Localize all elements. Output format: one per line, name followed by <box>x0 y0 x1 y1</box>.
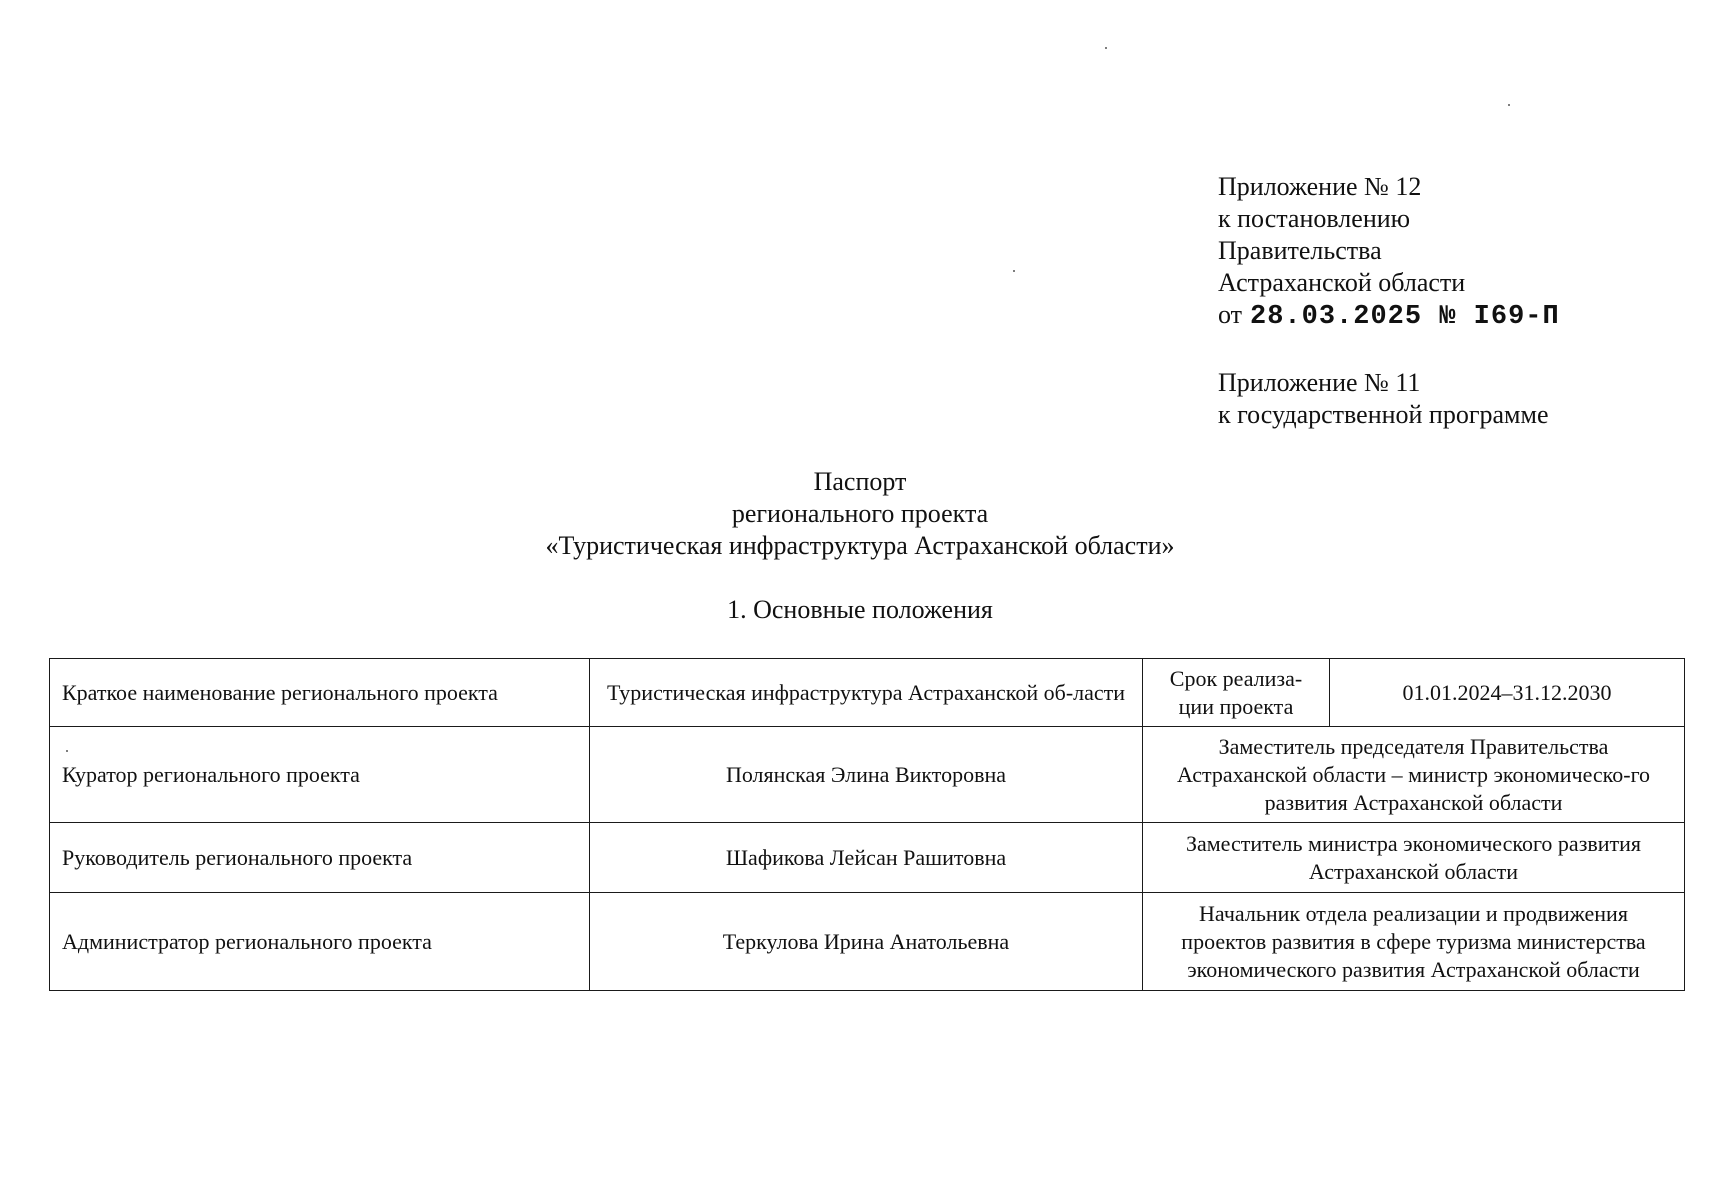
appendix-11-line: к государственной программе <box>1218 400 1549 429</box>
scan-speck <box>1013 270 1015 272</box>
title-line: регионального проекта <box>731 499 989 528</box>
short-name-label: Краткое наименование регионального проекта <box>50 659 590 727</box>
appendix-12-block <box>1218 171 1560 333</box>
admin-position: Начальник отдела реализации и продвижения проектов развития в сфере туризма министерства экономического развития Астраханской области <box>1143 893 1685 991</box>
title-line: Паспорт <box>813 467 907 496</box>
table-row <box>50 659 1685 727</box>
title-line: «Туристическая инфраструктура Астраханской области» <box>545 531 1175 560</box>
table-row <box>50 727 1685 823</box>
head-label: Руководитель регионального проекта <box>50 823 590 893</box>
admin-label: Администратор регионального проекта <box>50 893 590 991</box>
admin-name: Теркулова Ирина Анатольевна <box>590 893 1143 991</box>
term-value: 01.01.2024–31.12.2030 <box>1330 659 1685 727</box>
appendix-12-line: к постановлению <box>1218 204 1411 233</box>
appendix-12-line: Правительства <box>1218 236 1382 265</box>
curator-position: Заместитель председателя Правительства Астраханской области – министр экономическо-го развития Астраханской области <box>1143 727 1685 823</box>
section-heading: 1. Основные положения <box>727 595 993 624</box>
page-title <box>0 466 1713 562</box>
scan-speck <box>1105 47 1107 49</box>
main-provisions-table <box>49 658 1685 991</box>
curator-name: Полянская Элина Викторовна <box>590 727 1143 823</box>
table-row <box>50 893 1685 991</box>
decree-date-number: 28.03.2025 № I69-П <box>1250 302 1560 332</box>
appendix-11-line: Приложение № 11 <box>1218 368 1421 397</box>
head-position: Заместитель министра экономического развития Астраханской области <box>1143 823 1685 893</box>
appendix-11-block <box>1218 367 1549 431</box>
appendix-12-line: Астраханской области <box>1218 268 1466 297</box>
appendix-12-line: Приложение № 12 <box>1218 172 1422 201</box>
curator-label: Куратор регионального проекта <box>50 727 590 823</box>
date-prefix: от <box>1218 300 1243 329</box>
table-row <box>50 823 1685 893</box>
decree-date-line <box>1218 299 1560 333</box>
short-name-value: Туристическая инфраструктура Астраханской об-ласти <box>590 659 1143 727</box>
head-name: Шафикова Лейсан Рашитовна <box>590 823 1143 893</box>
term-label: Срок реализа-ции проекта <box>1143 659 1330 727</box>
scan-speck <box>1508 104 1510 106</box>
